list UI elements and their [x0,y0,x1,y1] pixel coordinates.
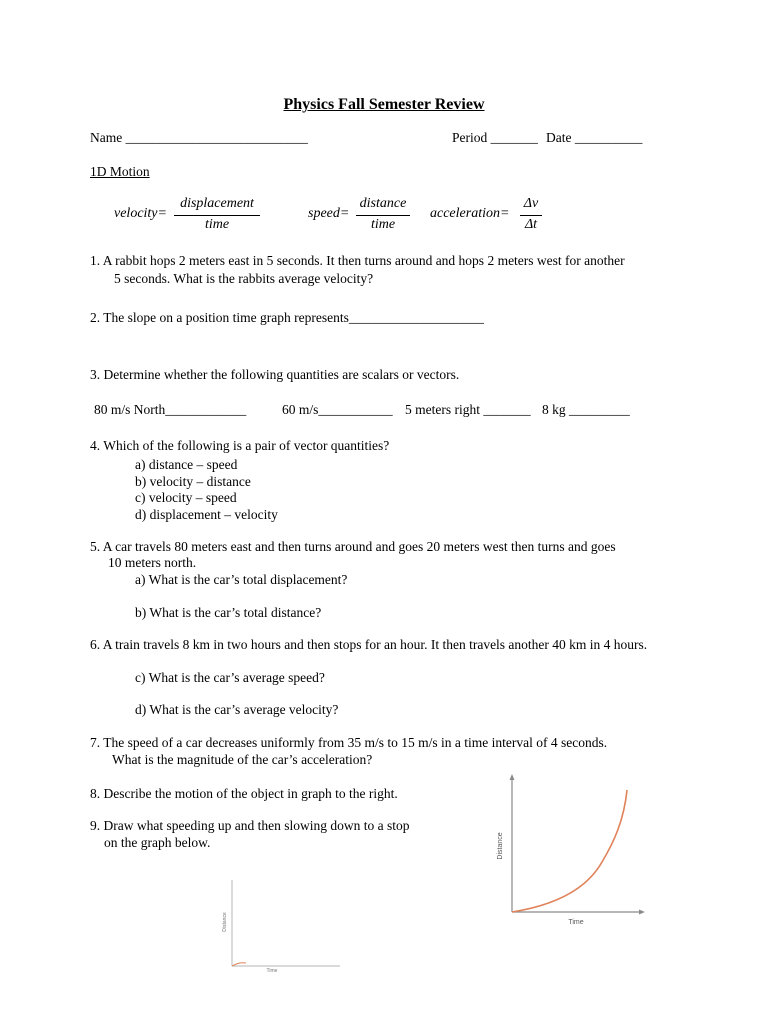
question-1-line-2: 5 seconds. What is the rabbits average velocity? [114,271,374,286]
date-field[interactable]: Date __________ [546,130,643,145]
fraction-bar [520,215,542,216]
name-field[interactable]: Name ___________________________ [90,130,308,145]
question-1-line-1: 1. A rabbit hops 2 meters east in 5 seconds. It then turns around and hops 2 meters west for another [90,253,625,268]
distance-curve [512,790,627,912]
formula-numerator: Δv [523,196,539,211]
formula-numerator: distance [359,196,407,211]
formula-denominator: time [370,217,396,232]
drawing-graph [200,870,350,980]
distance-time-graph [490,770,650,930]
question-2: 2. The slope on a position time graph represents____________________ [90,310,484,325]
question-9-line-1: 9. Draw what speeding up and then slowing down to a stop [90,818,410,833]
fraction-bar [174,215,260,216]
formula-denominator: Δt [524,217,538,232]
question-7-line-1: 7. The speed of a car decreases uniformly from 35 m/s to 15 m/s in a time interval of 4 seconds. [90,735,608,750]
question-8: 8. Describe the motion of the object in graph to the right. [90,786,398,801]
formula-numerator: displacement [180,196,254,211]
x-axis-label: Time [266,968,278,974]
formula-lhs: velocity= [114,206,167,221]
y-axis-arrow [510,774,515,780]
question-9-line-2: on the graph below. [104,835,211,850]
quantity-item: 60 m/s___________ [282,402,393,417]
y-axis-label: Distance [222,912,228,932]
question-7-line-2: What is the magnitude of the car’s acceleration? [112,752,373,767]
question-5-line-2: 10 meters north. [108,555,197,570]
question-6: 6. A train travels 8 km in two hours and then stops for an hour. It then travels another 40 km in 4 hours. [90,637,648,652]
x-axis-label: Time [568,919,584,926]
quantity-item: 5 meters right _______ [405,402,531,417]
y-axis-label: Distance [497,832,504,860]
formula-lhs: speed= [308,206,350,221]
formula-denominator: time [204,217,230,232]
question-5-line-1: 5. A car travels 80 meters east and then turns around and goes 20 meters west then turns and goes [90,539,616,554]
question-6d: d) What is the car’s average velocity? [135,702,339,717]
fraction-bar [356,215,410,216]
section-heading: 1D Motion [90,164,150,179]
x-axis-arrow [639,910,645,915]
question-3: 3. Determine whether the following quantities are scalars or vectors. [90,367,460,382]
option-a: a) distance – speed [135,457,238,472]
page-title: Physics Fall Semester Review [283,96,485,113]
question-5a: a) What is the car’s total displacement? [135,572,348,587]
question-6c: c) What is the car’s average speed? [135,670,325,685]
question-4: 4. Which of the following is a pair of vector quantities? [90,438,390,453]
formula-lhs: acceleration= [430,206,510,221]
option-b: b) velocity – distance [135,474,251,489]
quantity-item: 8 kg _________ [542,402,630,417]
option-d: d) displacement – velocity [135,507,278,522]
option-c: c) velocity – speed [135,490,237,505]
question-5b: b) What is the car’s total distance? [135,605,322,620]
period-field[interactable]: Period _______ [452,130,538,145]
quantity-item: 80 m/s North____________ [94,402,247,417]
